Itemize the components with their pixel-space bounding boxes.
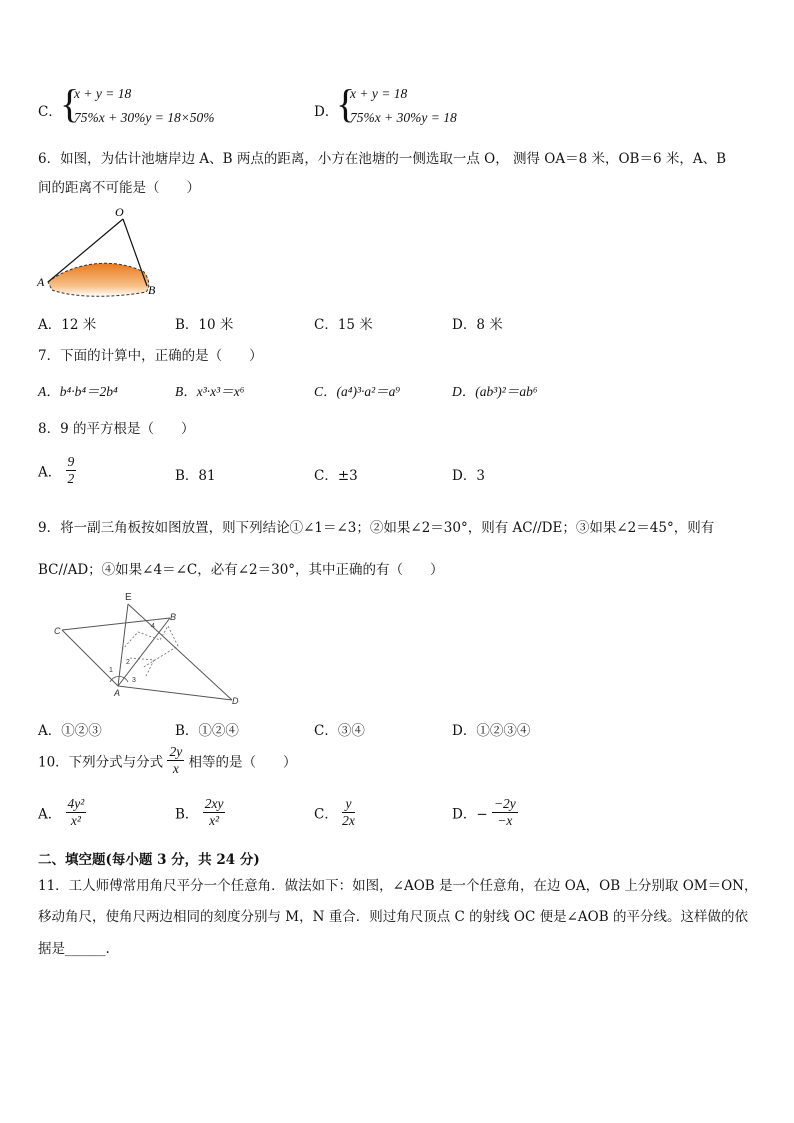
q8-option-c[interactable]: C．±3 (314, 468, 358, 484)
q5-option-d-eq1: x + y = 18 (350, 86, 408, 101)
q9-option-a[interactable]: A．①②③ (38, 723, 102, 739)
q7-option-c[interactable]: C．(a⁴)³·a²＝a⁹ (314, 384, 401, 399)
q9-label-e: E (125, 592, 132, 603)
q8-stem: 8．9 的平方根是（ ） (38, 421, 195, 437)
q7-stem: 7．下面的计算中，正确的是（ ） (38, 348, 263, 364)
q8-option-a-numerator: 9 (67, 454, 75, 469)
q8-option-d[interactable]: D．3 (452, 468, 485, 484)
q9-figure-set-squares (50, 588, 250, 706)
q10-option-a-numerator: 4y² (67, 796, 85, 811)
q10-option-d-fraction (492, 796, 518, 829)
q10-option-a-fraction (66, 796, 87, 829)
q10-option-d-numerator: −2y (493, 796, 516, 811)
q6-option-a[interactable]: A．12 米 (38, 317, 97, 333)
q5-option-d-label: D． (314, 104, 339, 120)
q10-stem-numerator: 2y (169, 744, 183, 759)
q8-option-a[interactable] (38, 454, 76, 487)
q10-option-b-numerator: 2xy (204, 796, 224, 811)
q10-option-a[interactable] (38, 796, 86, 829)
q6-label-b: B (148, 283, 156, 297)
q6-figure-pond (34, 202, 164, 302)
q10-option-c-denominator: 2x (342, 813, 355, 828)
q5-option-c-eq2: 75%x + 30%y = 18×50% (74, 110, 215, 125)
q10-option-b-denominator: x² (209, 813, 220, 828)
q10-option-a-denominator: x² (70, 813, 81, 828)
q6-stem-line2: 间的距离不可能是（ ） (38, 180, 200, 196)
q10-stem-post: 相等的是（ ） (188, 754, 297, 771)
section-title-fill-in: 二、填空题(每小题 3 分，共 24 分) (38, 852, 260, 868)
q11-stem-line1: 11．工人师傅常用角尺平分一个任意角．做法如下：如图，∠AOB 是一个任意角，在边 OA，OB 上分别取 OM＝ON， (38, 878, 758, 894)
q10-stem (38, 744, 297, 777)
q9-label-angle4: 4 (151, 623, 155, 630)
q6-stem-line1: 6．如图，为估计池塘岸边 A、B 两点的距离，小方在池塘的一侧选取一点 O， 测得 OA＝8 米，OB＝6 米，A、B (38, 151, 727, 167)
q6-label-o: O (115, 205, 124, 219)
q10-option-b[interactable] (175, 796, 225, 829)
q10-option-a-label: A． (38, 806, 62, 823)
q10-option-b-fraction (203, 796, 226, 829)
q5-option-d-eq2: 75%x + 30%y = 18 (350, 110, 457, 125)
q9-stem-line2: BC//AD；④如果∠4＝∠C，必有∠2＝30°，其中正确的有（ ） (38, 562, 444, 578)
q11-stem-line3: 据是______. (38, 941, 110, 957)
q5-option-c-brace: { (60, 81, 80, 126)
q11-stem-line2: 移动角尺，使角尺两边相同的刻度分别与 M，N 重合．则过角尺顶点 C 的射线 OC 便是∠AOB 的平分线。这样做的依 (38, 909, 748, 925)
q9-label-b: B (170, 612, 177, 622)
q9-stem-line1: 9．将一副三角板按如图放置，则下列结论①∠1＝∠3；②如果∠2＝30°，则有 AC//DE；③如果∠2＝45°，则有 (38, 520, 715, 536)
q10-option-c[interactable] (314, 796, 355, 829)
q8-option-a-label: A． (38, 464, 62, 481)
q6-option-b[interactable]: B．10 米 (175, 317, 234, 333)
q6-option-c[interactable]: C．15 米 (314, 317, 373, 333)
q5-option-c-eq1: x + y = 18 (74, 86, 132, 101)
q10-option-c-label: C． (314, 806, 338, 823)
q10-option-c-fraction (342, 796, 355, 829)
q8-option-b[interactable]: B．81 (175, 468, 216, 484)
q9-label-d: D (232, 696, 239, 706)
q9-label-angle2: 2 (126, 659, 130, 666)
q10-option-b-label: B． (175, 806, 199, 823)
q9-option-c[interactable]: C．③④ (314, 723, 365, 739)
q10-option-c-numerator: y (342, 796, 355, 813)
q6-option-d[interactable]: D．8 米 (452, 317, 503, 333)
q8-option-a-fraction (66, 454, 77, 487)
q10-option-d[interactable] (452, 796, 518, 829)
q8-option-a-denominator: 2 (67, 471, 75, 486)
q7-option-a[interactable]: A．b⁴·b⁴＝2b⁴ (38, 384, 118, 399)
q9-option-d[interactable]: D．①②③④ (452, 723, 531, 739)
q9-label-a: A (114, 688, 121, 698)
q6-label-a: A (37, 275, 45, 289)
q10-option-d-label: D．− (452, 806, 488, 823)
q9-label-angle1: 1 (109, 667, 113, 674)
q9-option-b[interactable]: B．①②④ (175, 723, 239, 739)
q10-stem-pre: 10．下列分式与分式 (38, 754, 164, 771)
q9-label-c: C (54, 626, 61, 636)
q10-stem-denominator: x (172, 761, 179, 776)
q10-option-d-denominator: −x (497, 813, 513, 828)
q7-option-d[interactable]: D．(ab³)²＝ab⁶ (452, 384, 538, 399)
q5-option-c-label: C． (38, 104, 62, 120)
q5-option-d-brace: { (336, 81, 356, 126)
q7-option-b[interactable]: B．x³·x³＝x⁶ (175, 384, 245, 399)
q10-stem-fraction (167, 744, 184, 777)
q9-label-angle3: 3 (132, 677, 136, 684)
